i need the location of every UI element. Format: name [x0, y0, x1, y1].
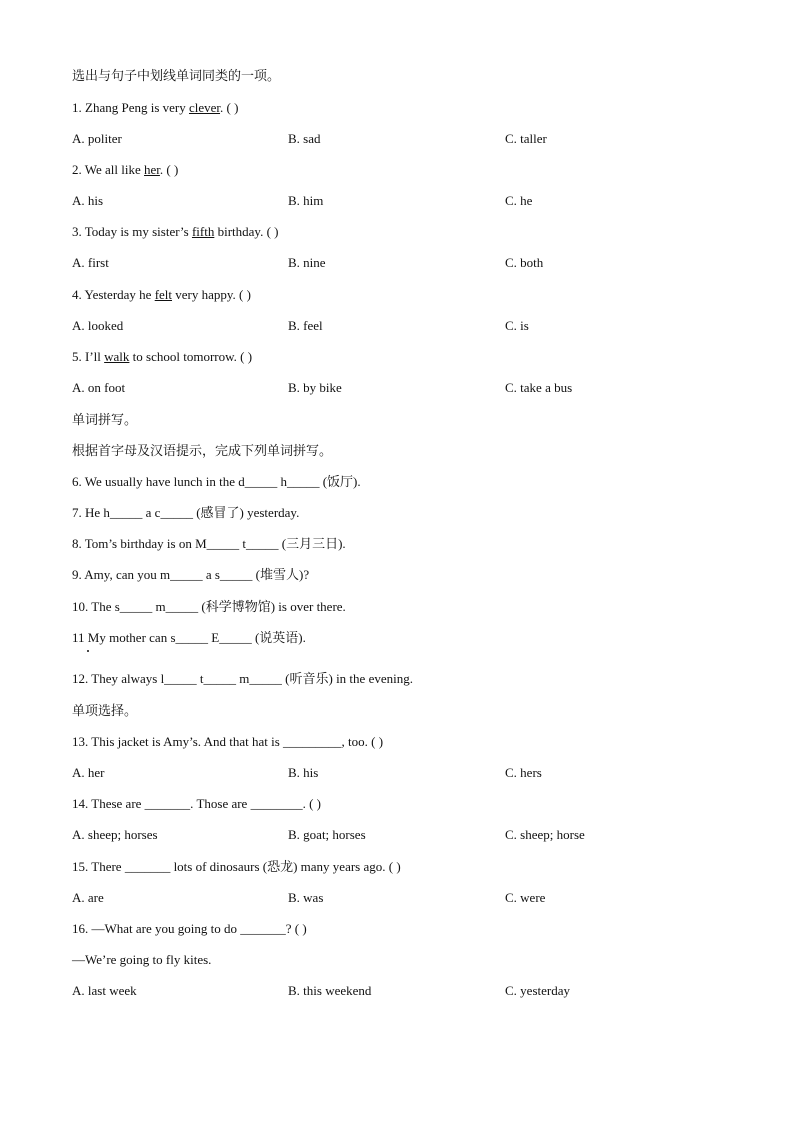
- question-11: 11 My mother can s_____ E_____ (说英语).: [72, 630, 306, 645]
- question-3-options: [72, 255, 722, 271]
- question-13-option-a: A. her: [72, 765, 105, 780]
- question-5-option-a: A. on foot: [72, 380, 126, 395]
- question-3-blank: birthday. ( ): [214, 224, 279, 239]
- question-2-option-b: B. him: [288, 193, 324, 208]
- question-4-options: [72, 318, 722, 334]
- question-5: [72, 349, 252, 365]
- question-14-option-c: C. sheep; horse: [505, 827, 585, 842]
- question-7: 7. He h_____ a c_____ (感冒了) yesterday.: [72, 505, 300, 520]
- question-8: 8. Tom’s birthday is on M_____ t_____ (三月三日).: [72, 536, 346, 551]
- section-instruction-spelling: 根据首字母及汉语提示，完成下列单词拼写。: [72, 443, 333, 458]
- question-10: 10. The s_____ m_____ (科学博物馆) is over there.: [72, 599, 346, 614]
- section-heading-classify: 选出与句子中划线单词同类的一项。: [72, 68, 281, 83]
- question-1: [72, 100, 238, 116]
- section-heading-multiple-choice: 单项选择。: [72, 703, 138, 718]
- question-4-underlined-word: felt: [154, 287, 173, 302]
- question-16-option-c: C. yesterday: [505, 983, 570, 998]
- question-12: 12. They always l_____ t_____ m_____ (听音乐) in the evening.: [72, 671, 413, 686]
- question-14-option-b: B. goat; horses: [288, 827, 366, 842]
- question-15-option-c: C. were: [505, 890, 546, 905]
- question-4-text: 4. Yesterday he: [72, 287, 155, 302]
- question-5-underlined-word: walk: [104, 349, 130, 364]
- question-16-option-a: A. last week: [72, 983, 137, 998]
- question-14-option-a: A. sheep; horses: [72, 827, 158, 842]
- question-16-option-b: B. this weekend: [288, 983, 372, 998]
- question-11-dot-mark: [87, 650, 89, 652]
- question-16-reply: —We’re going to fly kites.: [72, 952, 212, 967]
- question-3-option-c: C. both: [505, 255, 544, 270]
- question-4: [72, 287, 251, 303]
- question-9: 9. Amy, can you m_____ a s_____ (堆雪人)?: [72, 567, 310, 582]
- question-4-blank: very happy. ( ): [172, 287, 251, 302]
- question-2-option-a: A. his: [72, 193, 104, 208]
- question-2: [72, 162, 178, 178]
- question-3-option-a: A. first: [72, 255, 109, 270]
- question-2-underlined-word: her: [144, 162, 160, 177]
- question-4-option-c: C. is: [505, 318, 529, 333]
- question-16-options: [72, 983, 722, 999]
- question-15: 15. There _______ lots of dinosaurs (恐龙) many years ago. ( ): [72, 859, 401, 874]
- question-3-option-b: B. nine: [288, 255, 326, 270]
- question-3-text: 3. Today is my sister’s: [72, 224, 192, 239]
- question-13-option-b: B. his: [288, 765, 319, 780]
- question-6: 6. We usually have lunch in the d_____ h_____ (饭厅).: [72, 474, 361, 489]
- question-2-text: 2. We all like: [72, 162, 145, 177]
- question-15-option-a: A. are: [72, 890, 104, 905]
- question-4-option-b: B. feel: [288, 318, 323, 333]
- question-15-options: [72, 890, 722, 906]
- question-14: 14. These are _______. Those are ________. ( ): [72, 796, 321, 811]
- question-1-option-b: B. sad: [288, 131, 321, 146]
- question-3-underlined-word: fifth: [191, 224, 215, 239]
- question-14-options: [72, 827, 722, 843]
- question-15-option-b: B. was: [288, 890, 324, 905]
- question-2-option-c: C. he: [505, 193, 533, 208]
- question-1-option-a: A. politer: [72, 131, 122, 146]
- question-16: 16. —What are you going to do _______? ( ): [72, 921, 307, 936]
- question-5-text: 5. I’ll: [72, 349, 105, 364]
- question-2-options: [72, 193, 722, 209]
- question-13-options: [72, 765, 722, 781]
- question-1-blank: . ( ): [220, 100, 239, 115]
- question-1-text: 1. Zhang Peng is very: [72, 100, 189, 115]
- question-5-options: [72, 380, 722, 396]
- question-1-options: [72, 131, 722, 147]
- question-5-blank: to school tomorrow. ( ): [129, 349, 253, 364]
- question-5-option-c: C. take a bus: [505, 380, 573, 395]
- question-4-option-a: A. looked: [72, 318, 124, 333]
- question-1-underlined-word: clever: [188, 100, 221, 115]
- question-13-option-c: C. hers: [505, 765, 542, 780]
- question-3: [72, 224, 278, 240]
- question-13: 13. This jacket is Amy’s. And that hat is _________, too. ( ): [72, 734, 384, 749]
- question-5-option-b: B. by bike: [288, 380, 342, 395]
- question-1-option-c: C. taller: [505, 131, 547, 146]
- question-2-blank: . ( ): [159, 162, 179, 177]
- section-heading-spelling: 单词拼写。: [72, 412, 138, 427]
